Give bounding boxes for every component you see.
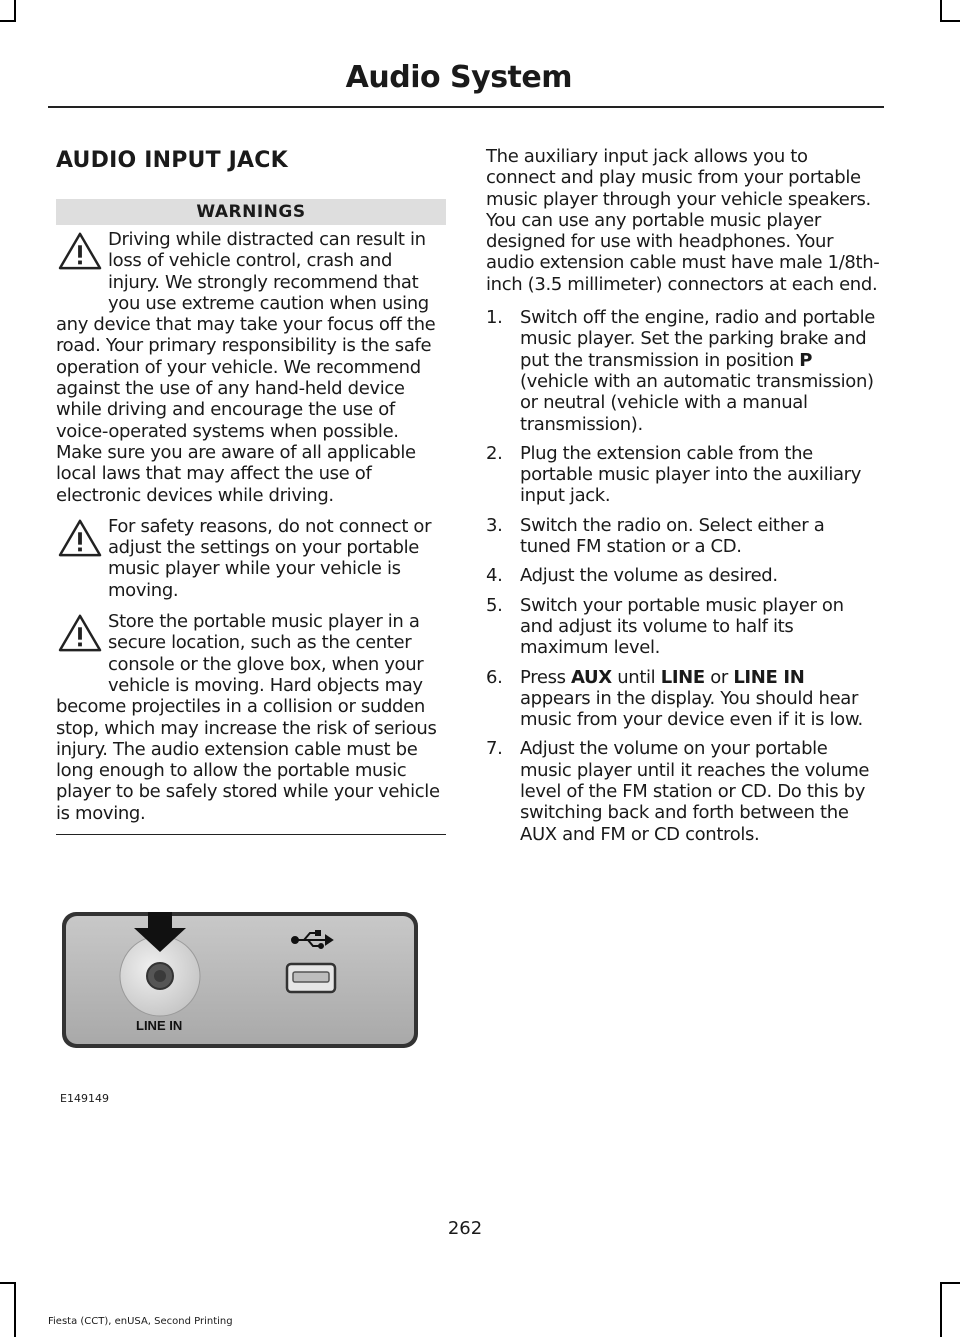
step-number: 5. <box>486 594 503 616</box>
step-text-part: or <box>704 666 734 688</box>
step-text <box>520 307 875 434</box>
step-number: 6. <box>486 666 503 688</box>
step-text <box>520 443 861 507</box>
step-text-part: Press <box>520 666 571 688</box>
step-text-part: Adjust the volume as desired. <box>520 565 778 587</box>
warning-triangle-icon <box>56 613 104 677</box>
step-item <box>486 307 880 435</box>
intro-paragraph: The auxiliary input jack allows you to connect and play music from your portable music player through your vehicle speakers. You can use any portable music player designed for use with headphones. Your audio extension cable must have male 1/8th-inch (3.5 millimeter) connectors at each end. <box>486 146 880 295</box>
step-text <box>520 595 844 659</box>
warning-item <box>56 516 446 601</box>
step-text-part: Switch your portable music player on and adjust its volume to half its maximum level. <box>520 594 844 659</box>
step-number: 7. <box>486 738 503 760</box>
warning-triangle-icon <box>56 518 104 582</box>
step-item <box>486 443 880 507</box>
left-column <box>56 144 446 835</box>
crop-mark <box>0 20 16 22</box>
step-text-part: (vehicle with an automatic transmission) or neutral (vehicle with a manual transmission). <box>520 370 874 435</box>
step-text-part: Switch off the engine, radio and portable music player. Set the parking brake and put the transmission in position <box>520 307 875 371</box>
step-keyword: P <box>799 349 813 371</box>
figure-code: E149149 <box>60 1092 109 1105</box>
warning-item <box>56 611 446 824</box>
step-text <box>520 515 824 557</box>
crop-mark <box>0 1282 16 1284</box>
step-text <box>520 565 778 586</box>
step-text-part: until <box>611 666 661 688</box>
step-text-part: appears in the display. You should hear music from your device even if it is low. <box>520 687 863 731</box>
step-item <box>486 515 880 558</box>
section-title: AUDIO INPUT JACK <box>56 148 288 173</box>
warnings-heading: WARNINGS <box>56 199 446 225</box>
step-text <box>520 738 869 844</box>
step-text <box>520 667 863 731</box>
step-keyword: AUX <box>571 666 612 688</box>
step-number: 4. <box>486 565 503 587</box>
crop-mark <box>14 0 16 22</box>
right-column <box>486 146 880 853</box>
warning-text: For safety reasons, do not connect or adjust the settings on your portable music player while your vehicle is moving. <box>108 515 432 601</box>
line-in-label: LINE IN <box>136 1018 183 1033</box>
crop-mark <box>940 1282 942 1337</box>
aux-jack-figure <box>60 904 422 1050</box>
step-item <box>486 738 880 844</box>
step-number: 3. <box>486 514 503 536</box>
crop-mark <box>940 1282 960 1284</box>
warning-text: Store the portable music player in a secure location, such as the center console or the glove box, when your vehicle is moving. Hard objects may become projectiles in a collision or sudden stop, which may increase the risk of serious injury. The audio extension cable must be long enough to allow the portable music player to be safely stored while your vehicle is moving. <box>56 611 440 824</box>
step-text-part: Plug the extension cable from the portable music player into the auxiliary input jack. <box>520 442 862 507</box>
footer-edition: Fiesta (CCT), enUSA, Second Printing <box>48 1316 233 1327</box>
step-number: 1. <box>486 307 503 329</box>
step-item <box>486 667 880 731</box>
header-divider <box>48 106 884 108</box>
step-text-part: Switch the radio on. Select either a tuned FM station or a CD. <box>520 514 825 558</box>
warning-item <box>56 229 446 506</box>
steps-list <box>486 307 880 845</box>
step-item <box>486 565 880 586</box>
warning-triangle-icon <box>56 231 104 295</box>
crop-mark <box>940 20 960 22</box>
step-keyword: LINE IN <box>733 666 805 688</box>
step-keyword: LINE <box>660 666 705 688</box>
crop-mark <box>14 1282 16 1337</box>
page-header-title: Audio System <box>345 60 572 95</box>
warnings-end-divider <box>56 834 446 835</box>
warning-text: Driving while distracted can result in loss of vehicle control, crash and injury. We strongly recommend that you use extreme caution when using any device that may take your focus off the road. Your primary responsibility is the safe operation of your vehicle. We recommend against the use of any hand-held device while driving and encourage the use of voice-operated systems when possible. Make sure you are aware of all applicable local laws that may affect the use of electronic devices while driving. <box>56 229 436 506</box>
step-item <box>486 595 880 659</box>
step-text-part: Adjust the volume on your portable music player until it reaches the volume level of the FM station or CD. Do this by switching back and forth between the AUX and FM or CD controls. <box>520 738 870 845</box>
crop-mark <box>940 0 942 22</box>
step-number: 2. <box>486 442 503 464</box>
page-number: 262 <box>447 1218 483 1239</box>
